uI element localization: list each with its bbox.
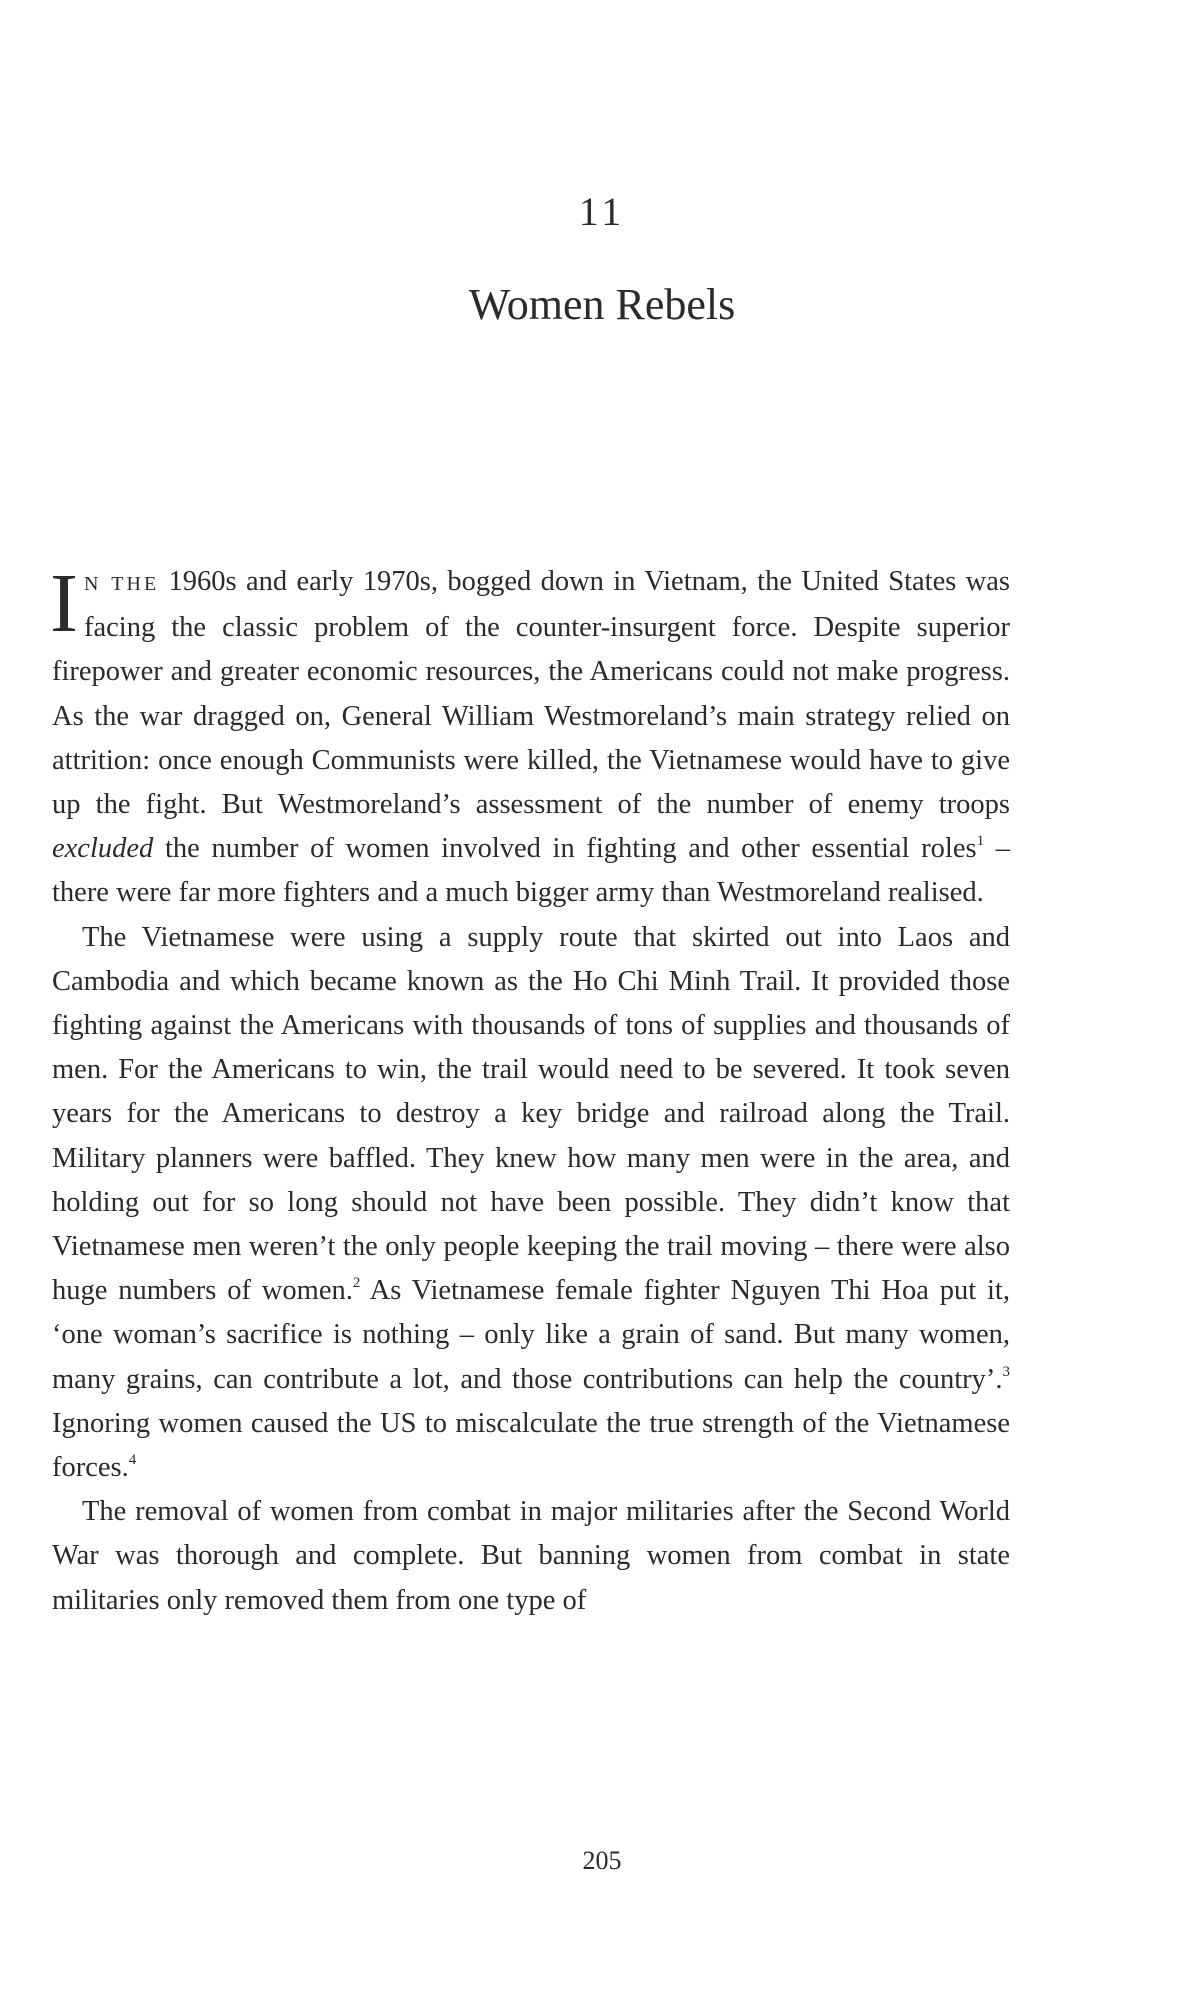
footnote-marker-1[interactable]: 1 (976, 833, 985, 850)
paragraph-1-text-b: the number of women involved in fighting and other essential roles (153, 833, 977, 865)
page-number: 205 (582, 1846, 622, 1875)
paragraph-2 (52, 916, 1010, 1491)
paragraph-2-text-a: The Vietnamese were using a supply route that skirted out into Laos and Cambodia and which became known as the Ho Chi Minh Trail. It provided those fighting against the Americans with thousands of tons of supplies and thousands of men. For the Americans to win, the trail would need to be severed. It took seven years for the Americans to destroy a key bridge and railroad along the Trail. Military planners were baffled. They knew how many men were in the area, and holding out for so long should not have been possible. They didn’t know that Vietnamese men weren’t the only people keeping the trail moving – there were also huge numbers of women. (52, 921, 1010, 1307)
paragraph-3 (52, 1490, 1010, 1623)
body-text (50, 557, 1010, 1623)
paragraph-1 (50, 557, 1010, 916)
paragraph-1-text-c: – there were far more fighters and a much bigger army than Westmoreland realised. (52, 833, 1010, 909)
chapter-number: 11 (578, 189, 626, 234)
paragraph-1-text-a: 1960s and early 1970s, bogged down in Vietnam, the United States was facing the classic problem of the counter-insurgent force. Despite superior firepower and greater economic resources, the Americans could not make progress. As the war dragged on, General William Westmoreland’s main strategy relied on attrition: once enough Communists were killed, the Vietnamese would have to give up the fight. But Westmoreland’s assessment of the number of enemy troops (52, 566, 1010, 821)
chapter-title: Women Rebels (468, 280, 736, 329)
emphasis-excluded: excluded (52, 833, 154, 865)
footnote-marker-2[interactable]: 2 (352, 1275, 361, 1292)
paragraph-3-text: The removal of women from combat in major militaries after the Second World War was thorough and complete. But banning women from combat in state militaries only removed them from one type of (52, 1496, 1010, 1616)
paragraph-2-text-b: As Vietnamese female fighter Nguyen Thi Hoa put it, ‘one woman’s sacrifice is nothing – only like a grain of sand. But many women, many grains, can contribute a lot, and those contributions can help the country’. (52, 1275, 1010, 1395)
paragraph-2-text-c: Ignoring women caused the US to miscalculate the true strength of the Vietnamese forces. (52, 1407, 1010, 1484)
footnote-marker-3[interactable]: 3 (1002, 1363, 1010, 1380)
small-caps-opening: N THE (83, 573, 160, 595)
footnote-marker-4[interactable]: 4 (128, 1452, 137, 1469)
drop-cap: I (50, 557, 78, 650)
